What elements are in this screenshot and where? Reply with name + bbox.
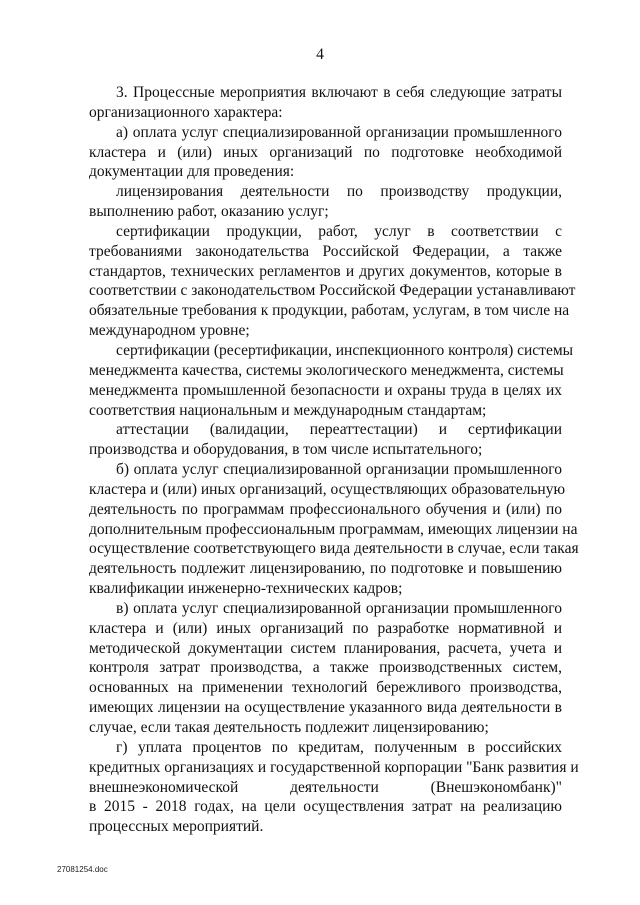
text-line: в 2015 - 2018 годах, на цели осуществления затрат на реализацию	[89, 798, 562, 816]
footer-filename: 27081254.doc	[57, 865, 108, 874]
text-line: б) оплата услуг специализированной организации промышленного	[116, 461, 562, 479]
text-line: г) уплата процентов по кредитам, полученным в российских	[116, 738, 562, 756]
page-number: 4	[316, 46, 324, 63]
text-line: деятельность по программам профессионального обучения и (или) по	[89, 500, 562, 518]
text-line: производства и оборудования, в том числе испытательного;	[89, 441, 483, 459]
text-line: требованиями законодательства Российской Федерации, а также	[89, 242, 562, 260]
text-line: методической документации систем планирования, расчета, учета и	[89, 639, 562, 657]
text-line: сертификации (ресертификации, инспекционного контроля) системы	[116, 341, 574, 359]
text-line: дополнительным профессиональным программам, имеющих лицензии на	[89, 520, 578, 538]
text-line: кластера и (или) иных организаций, осуществляющих образовательную	[89, 480, 566, 498]
text-line: 3. Процессные мероприятия включают в себя следующие затраты	[116, 84, 562, 101]
text-line: лицензирования деятельности по производству продукции,	[116, 183, 562, 201]
text-line: а) оплата услуг специализированной организации промышленного	[116, 123, 562, 141]
text-line: имеющих лицензии на осуществление указанного вида деятельности в	[89, 699, 562, 717]
text-line: деятельность подлежит лицензированию, по подготовке и повышению	[89, 560, 562, 578]
text-line: организационного характера:	[89, 103, 283, 121]
text-line: международном уровне;	[89, 322, 250, 340]
text-line: документации для проведения:	[89, 163, 295, 181]
text-line: кластера и (или) иных организаций по разработке нормативной и	[89, 619, 562, 637]
text-line: менеджмента промышленной безопасности и охраны труда в целях их	[89, 381, 562, 399]
text-line: обязательные требования к продукции, работам, услугам, в том числе на	[89, 302, 570, 320]
text-line: процессных мероприятий.	[89, 818, 264, 836]
text-line: сертификации продукции, работ, услуг в соответствии с	[116, 222, 562, 240]
text-line: кластера и (или) иных организаций по подготовке необходимой	[89, 143, 562, 161]
text-line: квалификации инженерно-технических кадров;	[89, 580, 403, 598]
text-line: в) оплата услуг специализированной организации промышленного	[116, 599, 562, 617]
text-line: выполнению работ, оказанию услуг;	[89, 203, 329, 221]
text-line: кредитных организациях и государственной корпорации "Банк развития и	[89, 758, 579, 776]
text-line: контроля затрат производства, а также производственных систем,	[89, 659, 562, 677]
text-line: внешнеэкономической деятельности (Внешэкономбанк)"	[89, 778, 562, 796]
document-body	[89, 83, 579, 837]
text-line: менеджмента качества, системы экологического менеджмента, системы	[89, 361, 564, 379]
text-line: основанных на применении технологий бережливого производства,	[89, 679, 562, 697]
text-line: случае, если такая деятельность подлежит лицензированию;	[89, 719, 489, 736]
text-line: соответствии с законодательством Российской Федерации устанавливают	[89, 282, 576, 300]
text-line: соответствия национальным и международным стандартам;	[89, 401, 487, 419]
text-line: стандартов, технических регламентов и других документов, которые в	[89, 262, 562, 280]
text-line: осуществление соответствующего вида деятельности в случае, если такая	[89, 540, 579, 558]
text-line: аттестации (валидации, переаттестации) и сертификации	[116, 421, 562, 439]
